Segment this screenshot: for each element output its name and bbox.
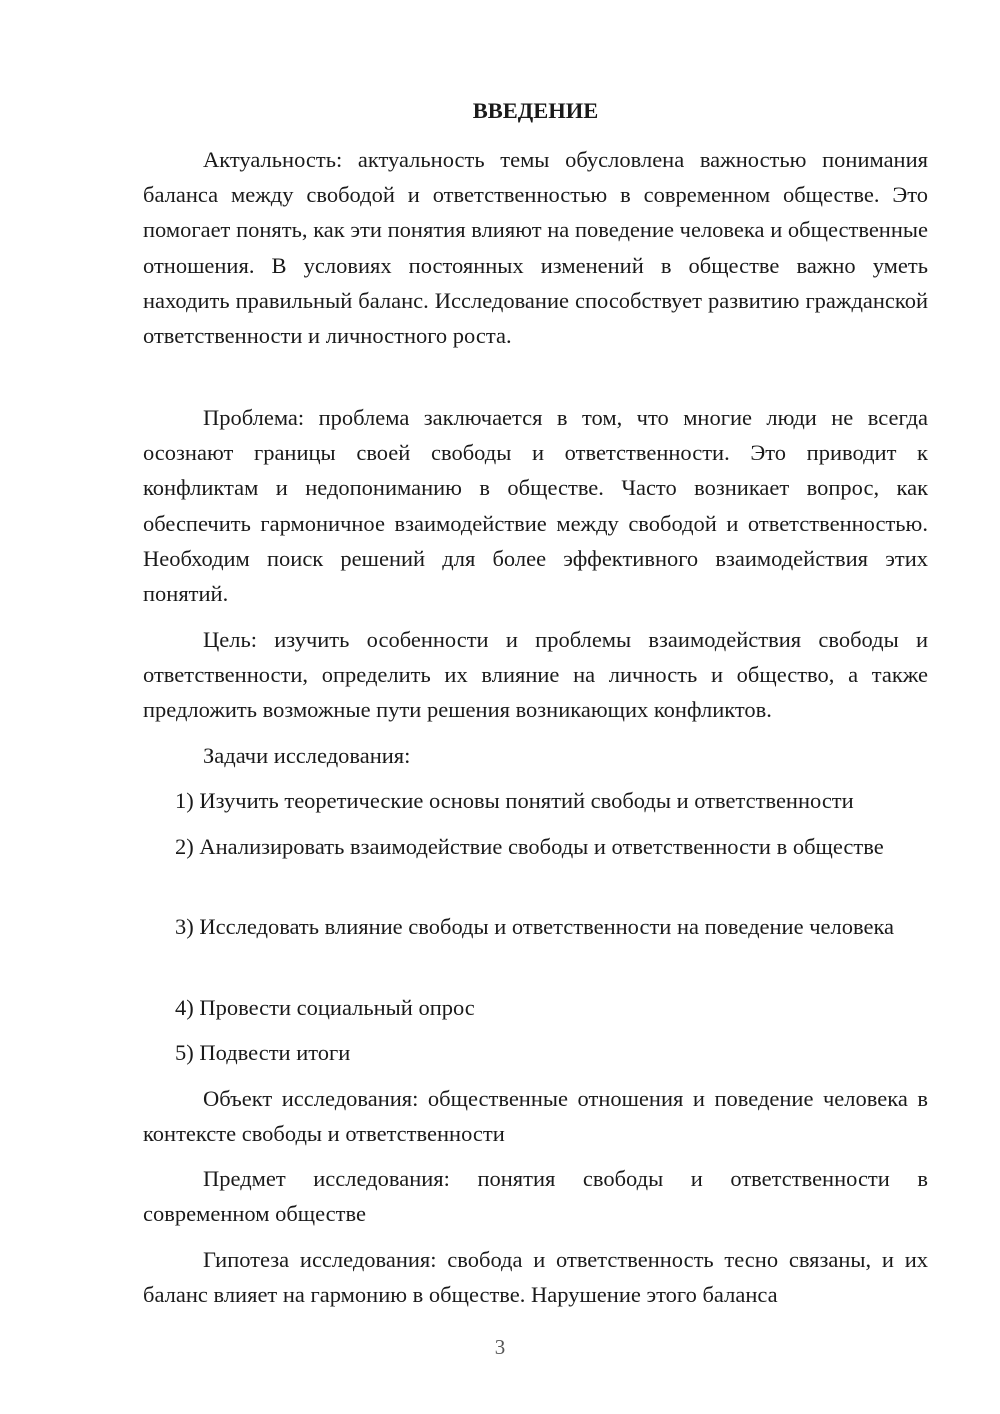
task-item-3: 3) Исследовать влияние свободы и ответственности на поведение человека (175, 914, 895, 939)
tasks-heading-paragraph: Задачи исследования: (203, 743, 411, 768)
section-heading: ВВЕДЕНИЕ (472, 98, 599, 123)
problem-paragraph: Проблема: проблема заключается в том, что многие люди не всегда осознают границы своей свободы и ответственности. Это приводит к конфликтам и недопониманию в обществе. Часто возникает вопрос, как обеспечить гармоничное взаимодействие между свободой и ответственностью. Необходим поиск решений для более эффективного взаимодействия этих понятий. (143, 405, 928, 607)
task-item-2: 2) Анализировать взаимодействие свободы и ответственности в обществе (175, 834, 884, 859)
hypothesis-paragraph: Гипотеза исследования: свобода и ответственность тесно связаны, и их баланс влияет на гармонию в обществе. Нарушение этого баланса (143, 1247, 928, 1308)
task-item-1: 1) Изучить теоретические основы понятий свободы и ответственности (175, 788, 854, 813)
task-item-5: 5) Подвести итоги (175, 1040, 351, 1065)
relevance-paragraph: Актуальность: актуальность темы обусловлена важностью понимания баланса между свободой и ответственностью в современном обществе. Это помогает понять, как эти понятия влияют на поведение человека и общественные отношения. В условиях постоянных изменений в обществе важно уметь находить правильный баланс. Исследование способствует развитию гражданской ответственности и личностного роста. (143, 147, 928, 349)
page-number: 3 (494, 1335, 506, 1359)
object-paragraph: Объект исследования: общественные отношения и поведение человека в контексте свободы и ответственности (143, 1086, 928, 1147)
task-item-4: 4) Провести социальный опрос (175, 995, 475, 1020)
goal-paragraph: Цель: изучить особенности и проблемы взаимодействия свободы и ответственности, определить их влияние на личность и общество, а также предложить возможные пути решения возникающих конфликтов. (143, 627, 928, 723)
subject-paragraph: Предмет исследования: понятия свободы и ответственности в современном обществе (143, 1166, 928, 1227)
